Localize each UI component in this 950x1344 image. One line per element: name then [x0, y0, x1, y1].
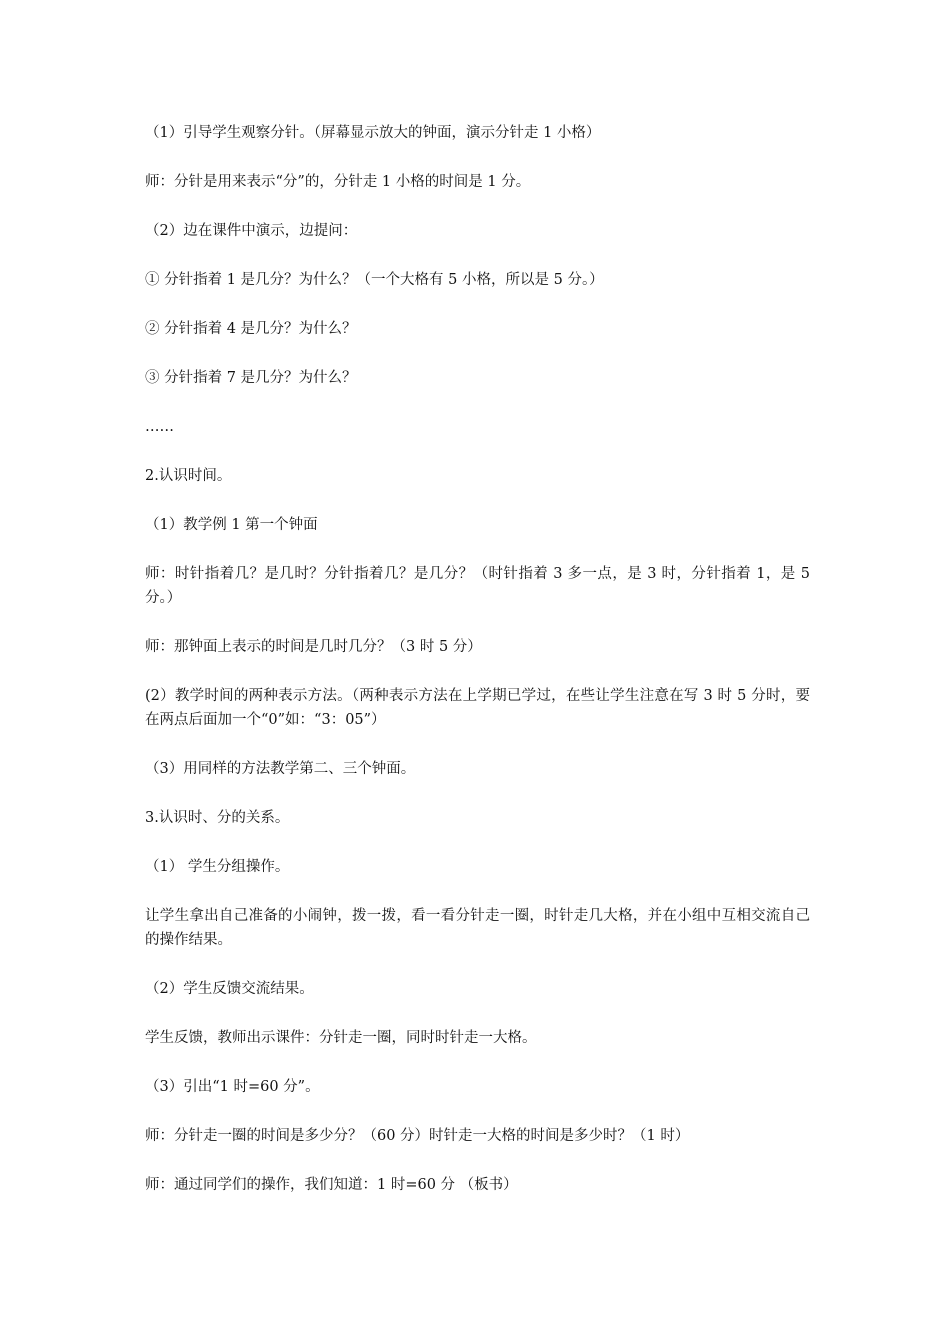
- paragraph-conclusion: 师：通过同学们的操作，我们知道：1 时=60 分 （板书）: [145, 1177, 518, 1193]
- paragraph-demo-question: （2）边在课件中演示，边提问：: [145, 223, 358, 239]
- paragraph-clock-time-question: 师：那钟面上表示的时间是几时几分？（3 时 5 分）: [145, 639, 482, 655]
- paragraph-introduce-relation: （3）引出“1 时=60 分”。: [145, 1079, 320, 1095]
- paragraph-hour-minute-question: 师：时针指着几？是几时？分针指着几？是几分？（时针指着 3 多一点，是 3 时，分针指着 1，是 5 分。）: [145, 566, 810, 606]
- paragraph-example-1: （1）教学例 1 第一个钟面: [145, 517, 318, 533]
- section-heading-hour-minute-relation: 3.认识时、分的关系。: [145, 810, 290, 826]
- paragraph-question-1: ① 分针指着 1 是几分？为什么？（一个大格有 5 小格，所以是 5 分。）: [145, 272, 604, 288]
- document-body: [145, 121, 810, 1222]
- paragraph-one-circle-question: 师：分针走一圈的时间是多少分？（60 分）时针走一大格的时间是多少时？（1 时）: [145, 1128, 690, 1144]
- paragraph-feedback: （2）学生反馈交流结果。: [145, 981, 314, 997]
- paragraph-observe-minute-hand: （1）引导学生观察分针。（屏幕显示放大的钟面，演示分针走 1 小格）: [145, 125, 601, 141]
- paragraph-ellipsis: ……: [145, 419, 174, 435]
- paragraph-minute-definition: 师：分针是用来表示“分”的，分针走 1 小格的时间是 1 分。: [145, 174, 531, 190]
- paragraph-other-clocks: （3）用同样的方法教学第二、三个钟面。: [145, 761, 416, 777]
- paragraph-alarm-clock-activity: 让学生拿出自己准备的小闹钟，拨一拨，看一看分针走一圈，时针走几大格，并在小组中互相交流自己的操作结果。: [145, 908, 810, 948]
- paragraph-two-notations: (2）教学时间的两种表示方法。（两种表示方法在上学期已学过，在些让学生注意在写 3 时 5 分时，要在两点后面加一个“0”如：“3：05”）: [145, 688, 811, 728]
- paragraph-question-7: ③ 分针指着 7 是几分？为什么？: [145, 370, 357, 386]
- paragraph-group-operation: （1） 学生分组操作。: [145, 859, 290, 875]
- paragraph-courseware: 学生反馈，教师出示课件：分针走一圈，同时时针走一大格。: [145, 1030, 537, 1046]
- section-heading-know-time: 2.认识时间。: [145, 468, 232, 484]
- paragraph-question-4: ② 分针指着 4 是几分？为什么？: [145, 321, 357, 337]
